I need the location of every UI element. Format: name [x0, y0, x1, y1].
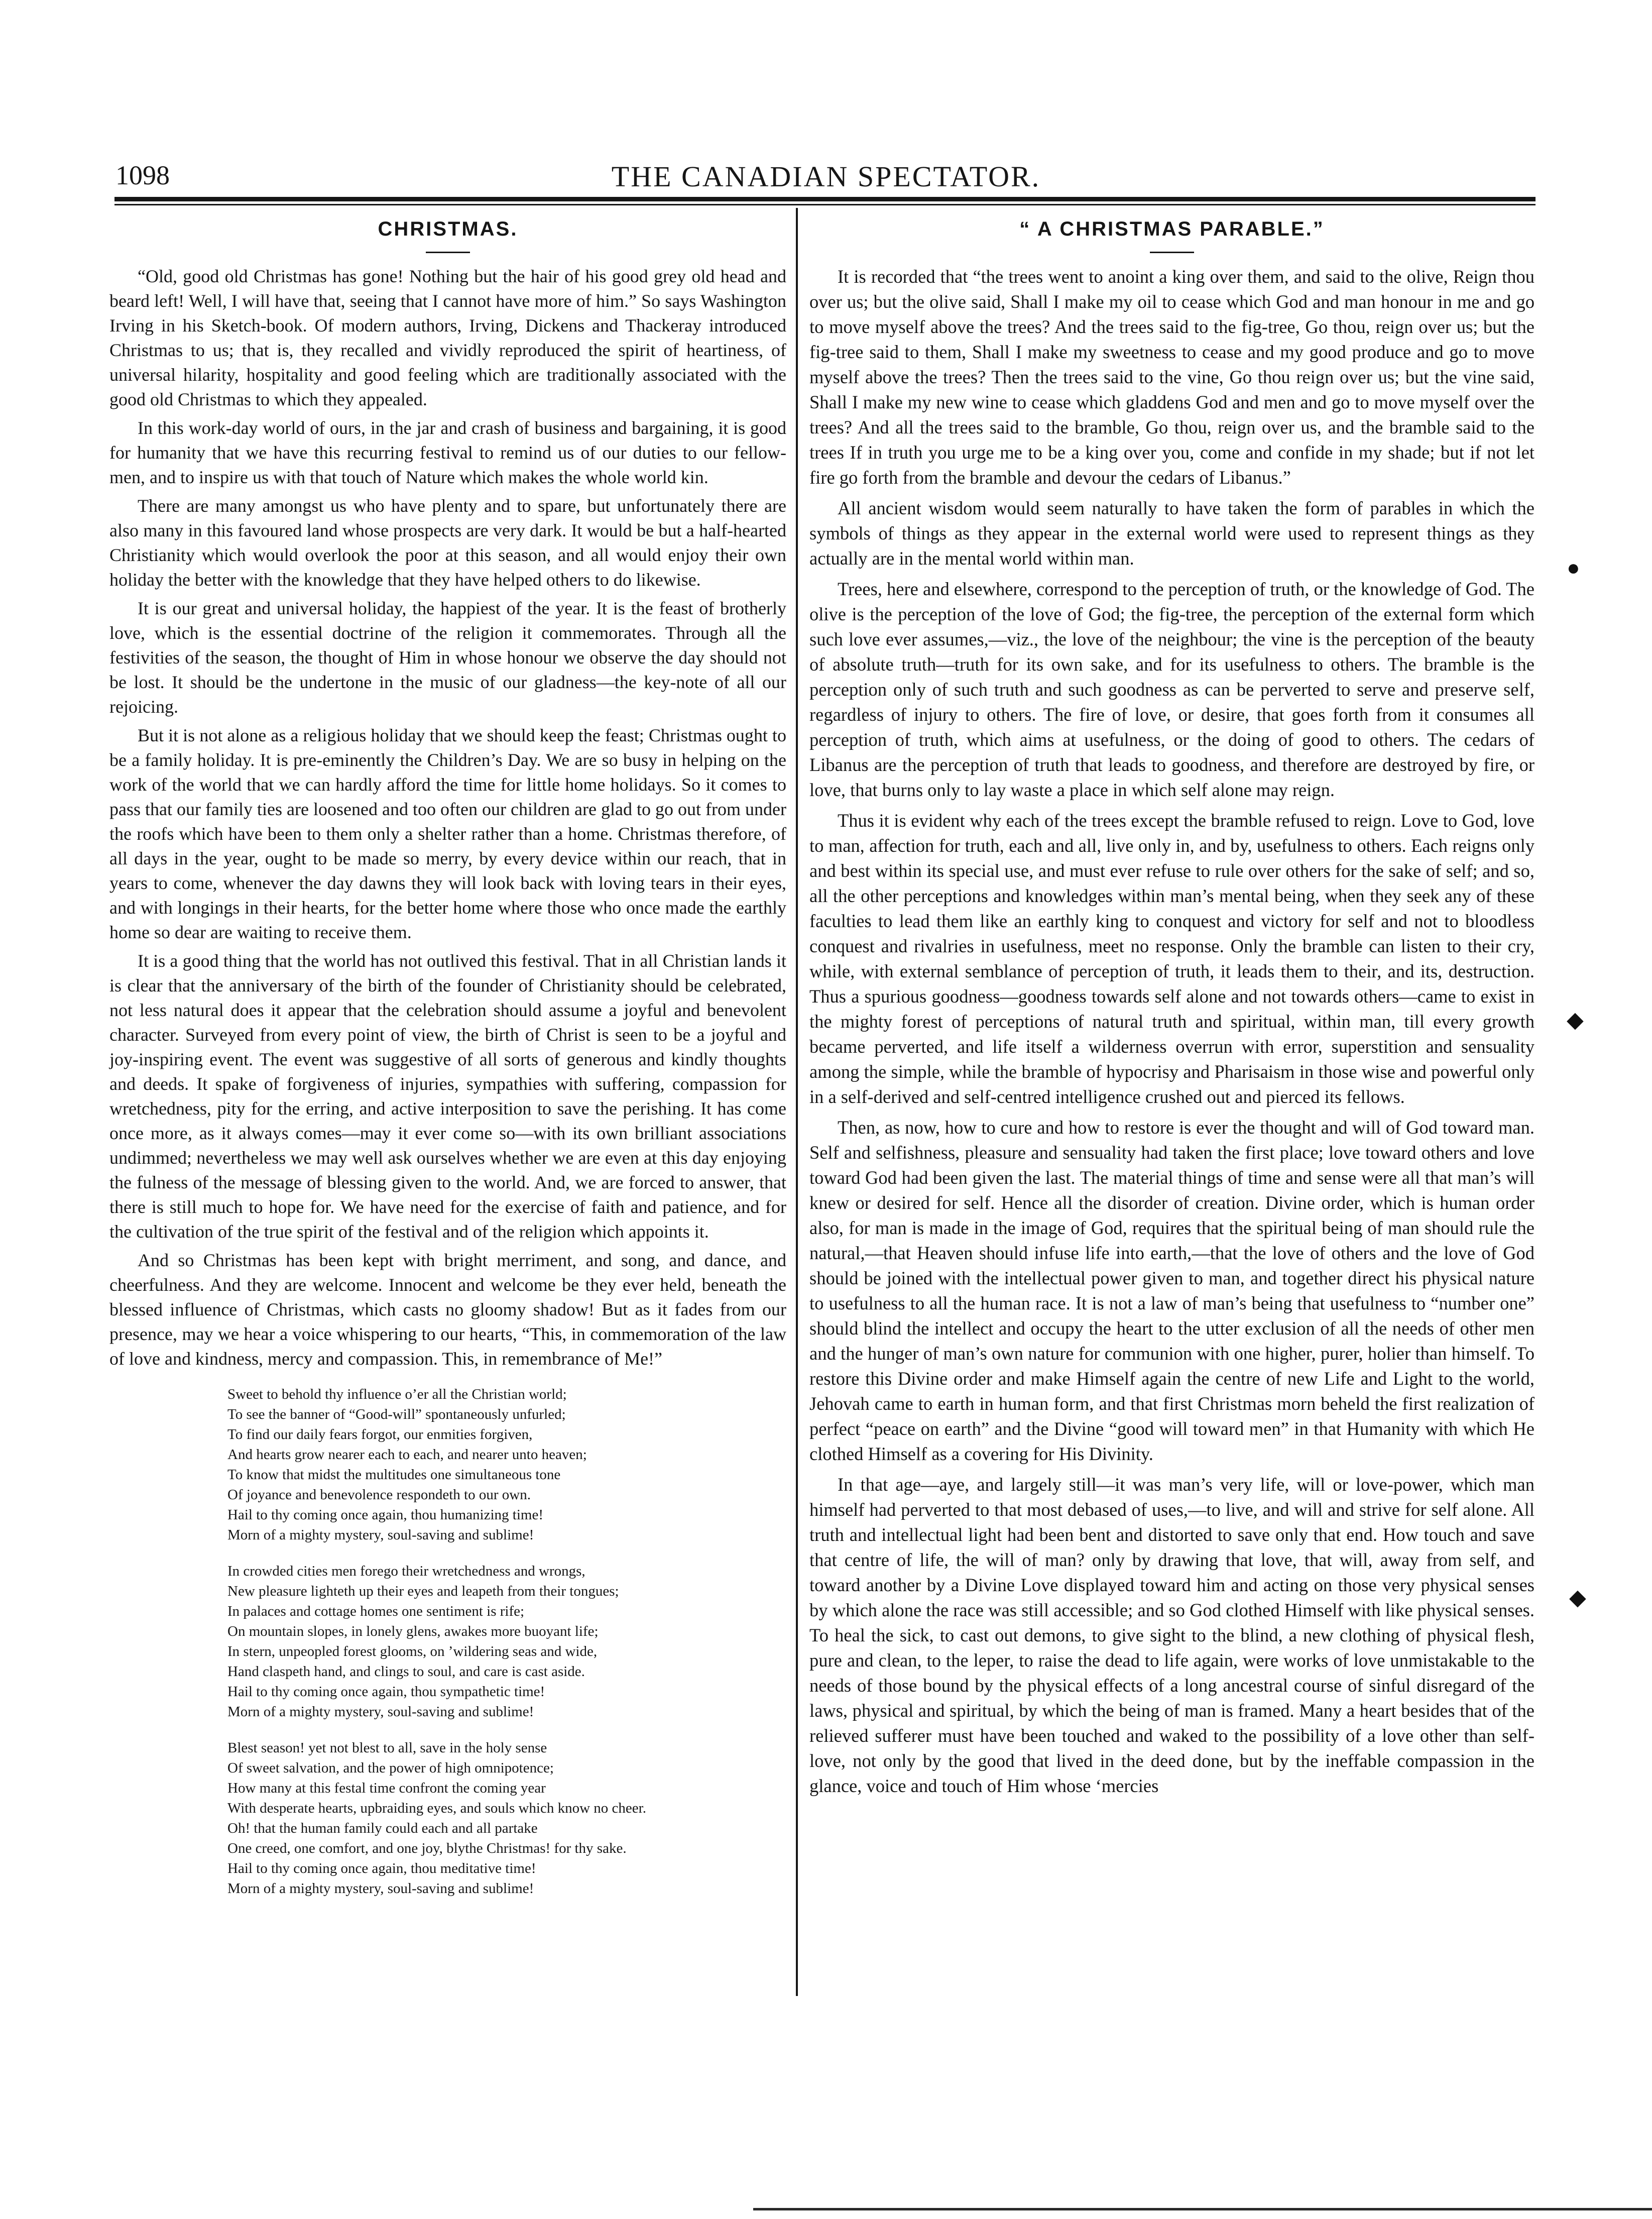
poem-stanza — [227, 1384, 786, 1545]
poem-line: And hearts grow nearer each to each, and nearer unto heaven; — [227, 1447, 587, 1463]
poem-line: Of joyance and benevolence respondeth to our own. — [227, 1487, 531, 1503]
paragraph: It is our great and universal holiday, the happiest of the year. It is the feast of brotherly love, which is the essential doctrine of the religion it commemorates. Through all the festivities of the season, the thought of Him in whose honour we observe the day should not be lost. It should be the undertone in the music of our gladness—the key-note of all our rejoicing. — [109, 598, 786, 717]
paragraph: But it is not alone as a religious holiday that we should keep the feast; Christmas ought to be a family holiday. It is pre-eminently the Children’s Day. We are so busy in helping on the work of the world that we can hardly afford the time for little home holidays. So it comes to pass that our family ties are loosened and too often our children are glad to go out from under the roofs which have been to them only a shelter rather than a home. Christmas therefore, of all days in the year, ought to be made so merry, by every device within our reach, that in years to come, whenever the day dawns they will look back with loving tears in their eyes, and with longings in their hearts, for the better home where those who once made the earthly home so dear are waiting to receive them. — [109, 725, 786, 942]
heading-rule — [426, 252, 470, 253]
poem-line: Of sweet salvation, and the power of high omnipotence; — [227, 1760, 554, 1776]
paragraph: In that age—aye, and largely still—it was man’s very life, will or love-power, which man himself had perverted to that most debased of uses,—to live, and will and strive for self alone. All truth and intellectual light had been bent and distorted to save only that end. How touch and save that centre of life, the will of man? only by drawing that love, that will, away from self, and toward another by a Divine Love displayed toward him and acting on those very physical senses by which alone the race was still accessible; and so God clothed Himself with like physical senses. To heal the sick, to cast out demons, to give sight to the blind, a new clothing of physical flesh, pure and clean, to the leper, to raise the dead to life again, were works of love unmistakable to the needs of those bound by the physical effects of a long ancestral course of sinful disregard of the laws, physical and spiritual, by which the being of man is framed. Many a heart besides that of the relieved sufferer must have been touched and waked to the possibility of a love other than self-love, not only by the good that lived in the deed done, but by the ineffable compassion in the glance, voice and touch of Him whose ‘mercies — [809, 1474, 1535, 1796]
poem-line: With desperate hearts, upbraiding eyes, and souls which know no cheer. — [227, 1800, 646, 1816]
poem-line: To see the banner of “Good-will” spontaneously unfurled; — [227, 1406, 566, 1422]
footer-rule — [753, 2208, 1652, 2210]
poem-line: Hail to thy coming once again, thou humanizing time! — [227, 1507, 543, 1523]
paragraph: There are many amongst us who have plenty and to spare, but unfortunately there are also many in this favoured land whose prospects are very dark. It would be but a half-hearted Christianity which would overlook the poor at this season, and all would enjoy their own holiday the better with the knowledge that they have helped others to do likewise. — [109, 496, 786, 590]
margin-blot-mark: ◆ — [1569, 1585, 1586, 1610]
margin-blot-mark: ◆ — [1567, 1008, 1584, 1032]
poem-line: New pleasure lighteth up their eyes and leapeth from their tongues; — [227, 1583, 619, 1599]
margin-blot-mark: ● — [1567, 556, 1580, 580]
poem-line: Oh! that the human family could each and all partake — [227, 1820, 538, 1836]
poem-line: To know that midst the multitudes one simultaneous tone — [227, 1467, 561, 1483]
column-divider — [796, 208, 798, 1996]
poem-line: Morn of a mighty mystery, soul-saving and sublime! — [227, 1527, 534, 1543]
poem — [227, 1384, 786, 1899]
poem-line: In stern, unpeopled forest glooms, on ’wildering seas and wide, — [227, 1643, 598, 1659]
poem-line: How many at this festal time confront the coming year — [227, 1780, 546, 1796]
page-number: 1098 — [115, 160, 170, 190]
poem-line: On mountain slopes, in lonely glens, awakes more buoyant life; — [227, 1623, 599, 1639]
paragraph: Then, as now, how to cure and how to restore is ever the thought and will of God toward man. Self and selfishness, pleasure and sensuality had taken the first place; love toward others and love toward God had been given the last. The material things of time and sense were all that man’s will knew or desired for self. Hence all the disorder of creation. Divine order, which is human order also, for man is made in the image of God, requires that the spiritual being of man should rule the natural,—that Heaven should infuse life into earth,—that the love of others and the love of God should be joined with the intellectual power given to man, and together direct his physical nature to usefulness to all the human race. It is not a law of man’s being that usefulness to “number one” should blind the intellect and occupy the heart to the utter exclusion of all the needs of other men and the hunger of man’s own nature for communion with one higher, purer, holier than himself. To restore this Divine order and make Himself again the centre of new Life and Light to the world, Jehovah came to earth in human form, and that first Christmas morn beheld the first realization of perfect “peace on earth” and the Divine “good will toward men” in that Humanity with which He clothed Himself as a covering for His Divinity. — [809, 1117, 1535, 1464]
poem-line: Morn of a mighty mystery, soul-saving and sublime! — [227, 1880, 534, 1897]
heading-rule — [1150, 252, 1194, 253]
poem-line: In crowded cities men forego their wretchedness and wrongs, — [227, 1563, 585, 1579]
poem-stanza — [227, 1561, 786, 1722]
paragraph: Thus it is evident why each of the trees except the bramble refused to reign. Love to God, love to man, affection for truth, each and all, live only in, and by, usefulness to others. Each reigns only and best within its special use, and must ever refuse to rule over others for the sake of self; and so, all the other perceptions and knowledges within man’s mental being, when they seek any of these faculties to lead them like an earthly king to conquest and victory for self and not to bloodless conquest and rivalries in usefulness, meet no response. Only the bramble can listen to their cry, while, with external semblance of perception of truth, it leads them to their, and its, destruction. Thus a spurious goodness—goodness towards self alone and not towards others—came to exist in the mighty forest of perceptions of natural truth and spiritual, within man, till every growth became perverted, and life itself a wilderness overrun with error, superstition and sensuality among the simple, while the bramble of hypocrisy and Pharisaism in those wise and powerful only in a self-derived and self-centred intelligence crushed out and pierced its fellows. — [809, 810, 1535, 1107]
right-column — [809, 211, 1535, 1804]
header-rule-thin — [114, 204, 1536, 205]
poem-line: Blest season! yet not blest to all, save in the holy sense — [227, 1740, 547, 1756]
paragraph: And so Christmas has been kept with bright merriment, and song, and dance, and cheerfulness. And they are welcome. Innocent and welcome be they ever held, beneath the blessed influence of Christmas, which casts no gloomy shadow! But as it fades from our presence, may we hear a voice whispering to our hearts, “This, in commemoration of the law of love and kindness, mercy and compassion. This, in remembrance of Me!” — [109, 1250, 786, 1369]
poem-line: Sweet to behold thy influence o’er all the Christian world; — [227, 1386, 567, 1402]
paragraph: “Old, good old Christmas has gone! Nothing but the hair of his good grey old head and beard left! Well, I will have that, seeing that I cannot have more of him.” So says Washington Irving in his Sketch-book. Of modern authors, Irving, Dickens and Thackeray introduced Christmas to us; that is, they recalled and vividly reproduced the spirit of heartiness, of universal hilarity, hospitality and good feeling which are traditionally associated with the good old Christmas to which they appealed. — [109, 266, 786, 409]
poem-line: Hail to thy coming once again, thou meditative time! — [227, 1860, 536, 1876]
poem-line: Hand claspeth hand, and clings to soul, and care is cast aside. — [227, 1663, 585, 1680]
header-rule — [114, 197, 1536, 201]
poem-line: Hail to thy coming once again, thou sympathetic time! — [227, 1684, 545, 1700]
poem-line: Morn of a mighty mystery, soul-saving and sublime! — [227, 1704, 534, 1720]
paragraph: All ancient wisdom would seem naturally to have taken the form of parables in which the symbols of things as they appear in the external world were used to represent things as they actually are in the mental world within man. — [809, 498, 1535, 569]
poem-line: In palaces and cottage homes one sentiment is rife; — [227, 1603, 525, 1619]
paragraph: Trees, here and elsewhere, correspond to the perception of truth, or the knowledge of God. The olive is the perception of the love of God; the fig-tree, the perception of the external form which such love ever assumes,—viz., the love of the neighbour; the vine is the perception of the beauty of absolute truth—truth for its own sake, and for its usefulness to others. The bramble is the perception only of such truth and such goodness as can be perverted to serve and preserve self, regardless of injury to others. The fire of love, or desire, that goes forth from it consumes all perception of truth, which aims at usefulness, or the doing of good to others. The cedars of Libanus are the perception of truth that leads to goodness, and therefore are destroyed by fire, or love, that burns only to lay waste a place in which self alone may reign. — [809, 579, 1535, 800]
paragraph: It is recorded that “the trees went to anoint a king over them, and said to the olive, Reign thou over us; but the olive said, Shall I make my oil to cease which God and man honour in me and go to move myself above the trees? And the trees said to the fig-tree, Go thou, reign over us; but the fig-tree said to them, Shall I make my sweetness to cease and my good produce and go to move myself above the trees? Then the trees said to the vine, Go thou reign over us; but the vine said, Shall I make my new wine to cease which gladdens God and men and go to move myself over the trees? And all the trees said to the bramble, Go thou, reign over us, and the bramble said to the trees If in truth you urge me to be a king over you, come and confide in my shade; but if not let fire go forth from the bramble and devour the cedars of Libanus.” — [809, 266, 1535, 488]
paragraph: In this work-day world of ours, in the jar and crash of business and bargaining, it is good for humanity that we have this recurring festival to remind us of our duties to our fellow-men, and to inspire us with that touch of Nature which makes the whole world kin. — [109, 418, 786, 487]
article-heading-christmas: CHRISTMAS. — [378, 218, 518, 240]
masthead-title: THE CANADIAN SPECTATOR. — [611, 160, 1041, 193]
left-column — [109, 211, 786, 1915]
poem-line: One creed, one comfort, and one joy, blythe Christmas! for thy sake. — [227, 1840, 627, 1856]
poem-stanza — [227, 1738, 786, 1899]
poem-line: To find our daily fears forgot, our enmities forgiven, — [227, 1426, 533, 1443]
paragraph: It is a good thing that the world has not outlived this festival. That in all Christian lands it is clear that the anniversary of the birth of the founder of Christianity should be celebrated, not less natural does it appear that the celebration should assume a joyful and benevolent character. Surveyed from every point of view, the birth of Christ is seen to be a joyful and joy-inspiring event. The event was suggestive of all sorts of generous and kindly thoughts and deeds. It spake of forgiveness of injuries, sympathies with suffering, compassion for wretchedness, pity for the erring, and active interposition to save the perishing. It has come once more, as it always comes—may it ever come so—with its own brilliant associations undimmed; nevertheless we may well ask ourselves whether we are even at this day enjoying the fulness of the message of blessing given to the world. And, we are forced to answer, that there is still much to hope for. We have need for the exercise of faith and patience, and for the cultivation of the true spirit of the festival and of the religion which appoints it. — [109, 951, 786, 1242]
article-heading-christmas-parable: “ A CHRISTMAS PARABLE.” — [1019, 218, 1325, 240]
